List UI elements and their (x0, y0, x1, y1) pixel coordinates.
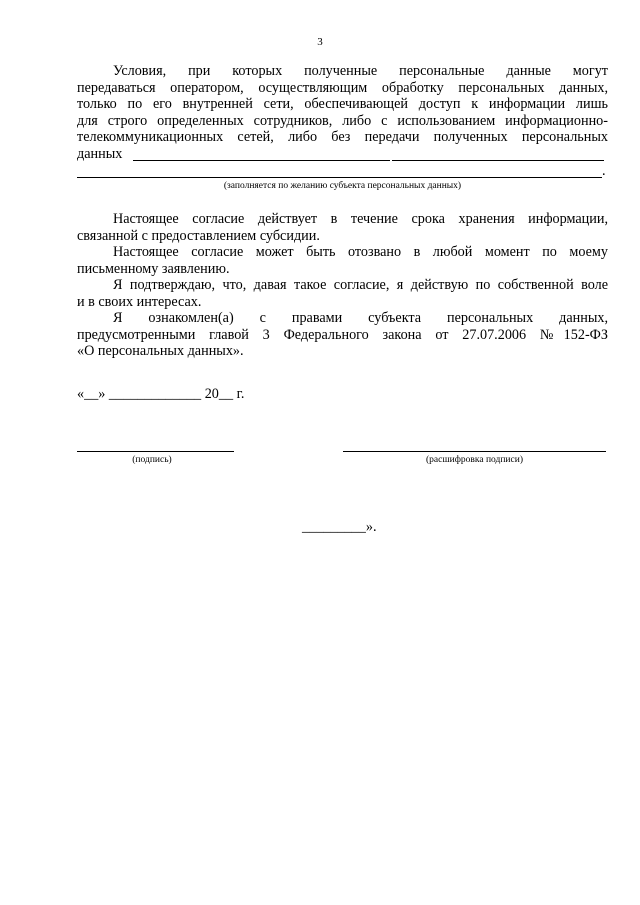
closing-fragment: _________». (302, 519, 377, 535)
signature-line[interactable] (77, 451, 234, 452)
paragraph-line: Настоящее согласие действует в течение срока хранения информации, (113, 211, 608, 227)
conditions-paragraph (77, 63, 608, 146)
date-line[interactable]: «__» _____________ 20__ г. (77, 386, 245, 402)
fill-line[interactable] (133, 160, 390, 161)
paragraph-line: Я подтверждаю, что, давая такое согласие, я действую по собственной воле (113, 277, 608, 293)
decoding-label: (расшифровка подписи) (426, 455, 523, 465)
conditions-line: телекоммуникационных сетей, либо без передачи полученных персональных (77, 129, 608, 145)
paragraph-line: Настоящее согласие может быть отозвано в любой момент по моему (113, 244, 608, 260)
signature-label: (подпись) (132, 455, 172, 465)
fill-line[interactable] (392, 160, 604, 161)
conditions-line: только по его внутренней сети, обеспечивающей доступ к информации лишь (77, 96, 608, 112)
fill-note: (заполняется по желанию субъекта персональных данных) (223, 181, 462, 191)
decoding-line[interactable] (343, 451, 606, 452)
conditions-line: для строго определенных сотрудников, либо с использованием информационно- (77, 112, 608, 129)
paragraph-line: письменному заявлению. (77, 260, 230, 277)
end-period: . (602, 163, 606, 179)
page-number: 3 (317, 36, 323, 48)
data-word: данных (77, 145, 123, 162)
consent-paragraphs (77, 211, 608, 360)
conditions-line: передаваться оператором, осуществляющим обработку персональных данных, (77, 79, 608, 96)
conditions-line: Условия, при которых полученные персональные данные могут (113, 63, 608, 79)
paragraph-line: предусмотренными главой 3 Федерального закона от 27.07.2006 №152-ФЗ (77, 326, 608, 343)
paragraph-line: «О персональных данных». (77, 343, 244, 359)
paragraph-line: Я ознакомлен(а) с правами субъекта персональных данных, (113, 310, 608, 326)
fill-line[interactable] (77, 177, 602, 178)
paragraph-line: связанной с предоставлением субсидии. (77, 227, 320, 244)
paragraph-line: и в своих интересах. (77, 293, 202, 310)
